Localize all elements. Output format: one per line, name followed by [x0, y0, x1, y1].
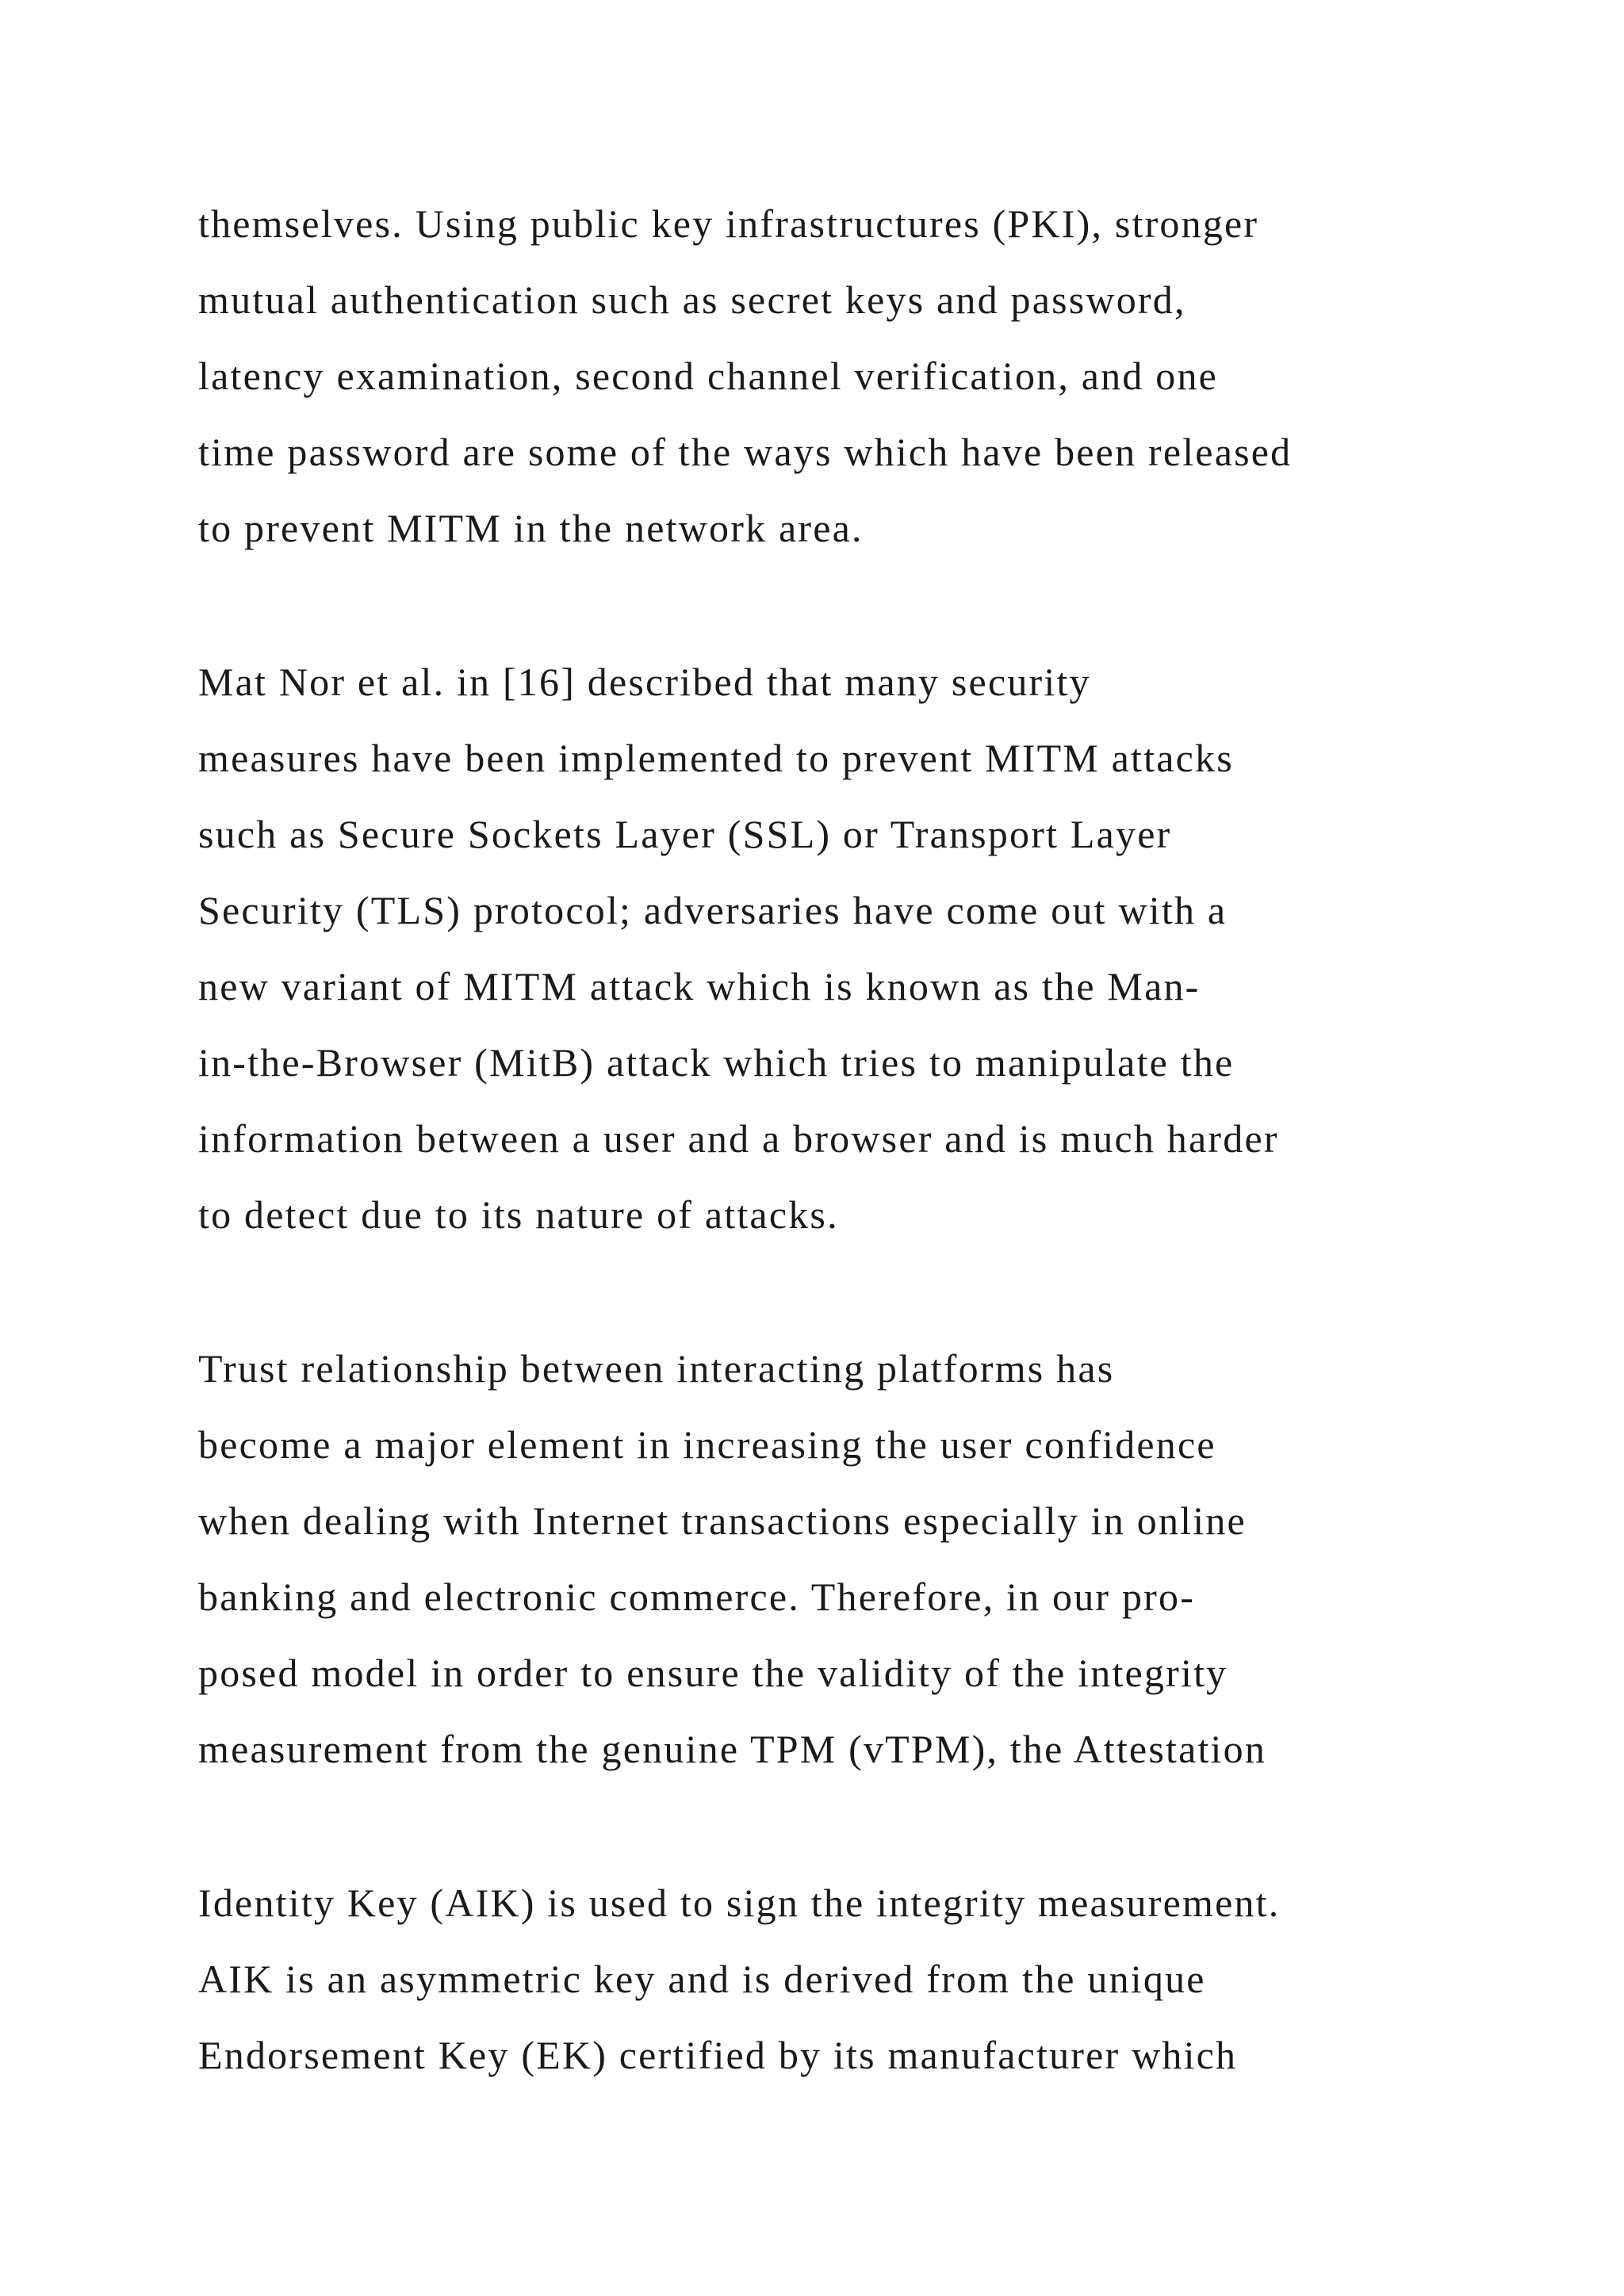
text-line: to detect due to its nature of attacks. [198, 1192, 839, 1237]
text-line: Endorsement Key (EK) certified by its manufacturer which [198, 2033, 1238, 2077]
text-line: measurement from the genuine TPM (vTPM), the Attestation [198, 1727, 1267, 1771]
text-line: such as Secure Sockets Layer (SSL) or Transport Layer [198, 812, 1172, 856]
text-line: time password are some of the ways which have been released [198, 430, 1293, 474]
text-line: mutual authentication such as secret keys and password, [198, 277, 1186, 322]
text-line: Mat Nor et al. in [16] described that many security [198, 660, 1091, 704]
text-line: latency examination, second channel verification, and one [198, 354, 1219, 398]
text-line: AIK is an asymmetric key and is derived from the unique [198, 1957, 1206, 2001]
text-line: Trust relationship between interacting platforms has [198, 1346, 1115, 1391]
text-line: to prevent MITM in the network area. [198, 506, 864, 550]
text-line: posed model in order to ensure the validity of the integrity [198, 1651, 1228, 1695]
text-line: measures have been implemented to prevent MITM attacks [198, 736, 1234, 780]
text-line: new variant of MITM attack which is known as the Man- [198, 964, 1201, 1008]
text-line: Identity Key (AIK) is used to sign the integrity measurement. [198, 1881, 1281, 1925]
text-line: information between a user and a browser and is much harder [198, 1116, 1279, 1161]
text-line: in-the-Browser (MitB) attack which tries to manipulate the [198, 1040, 1235, 1085]
text-line: when dealing with Internet transactions especially in online [198, 1498, 1247, 1543]
text-line: themselves. Using public key infrastructures (PKI), stronger [198, 201, 1259, 246]
text-line: Security (TLS) protocol; adversaries have come out with a [198, 888, 1228, 932]
text-line: banking and electronic commerce. Therefore, in our pro- [198, 1575, 1196, 1619]
text-line: become a major element in increasing the user confidence [198, 1422, 1216, 1467]
